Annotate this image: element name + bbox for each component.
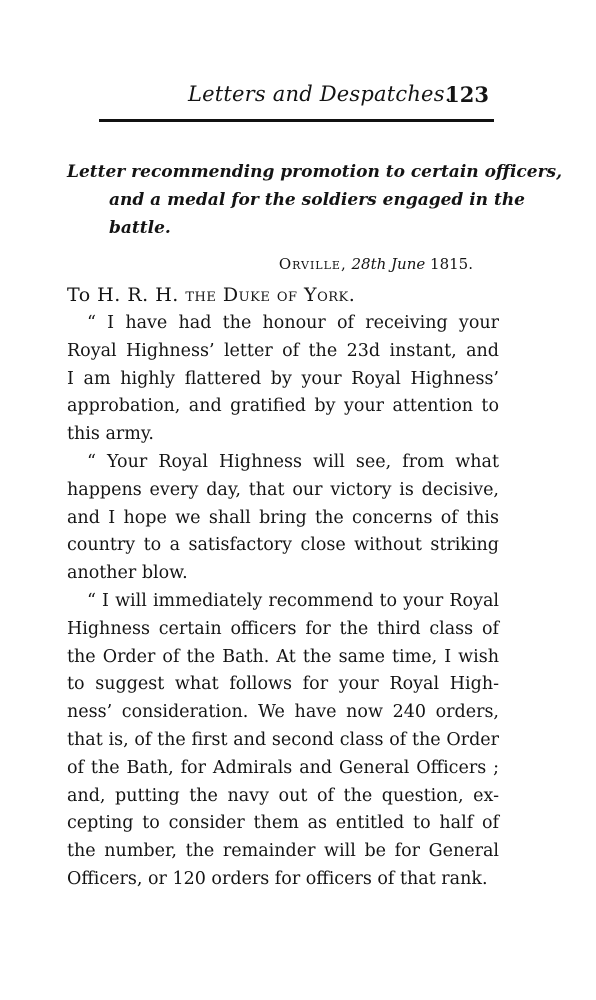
page-number: 123 bbox=[445, 82, 489, 107]
addressee-title: the Duke of York. bbox=[185, 284, 356, 306]
text-line: the Order of the Bath. At the same time, I wish bbox=[67, 646, 499, 667]
summary-line: battle. bbox=[109, 218, 171, 238]
running-title: Letters and Despatches. bbox=[188, 82, 452, 106]
text-line: I am highly flattered by your Royal Highness’ bbox=[67, 368, 499, 389]
text-line: happens every day, that our victory is decisive, bbox=[67, 479, 499, 500]
text-line: this army. bbox=[67, 424, 154, 445]
addressee-prefix: To H. R. H. bbox=[67, 284, 179, 306]
text-line: Officers, or 120 orders for officers of that rank. bbox=[67, 868, 488, 889]
header-rule bbox=[99, 119, 494, 122]
text-line: ness’ consideration. We have now 240 orders, bbox=[67, 702, 499, 723]
text-line: another blow. bbox=[67, 563, 188, 584]
text-line: cepting to consider them as entitled to half of bbox=[67, 813, 499, 834]
running-head bbox=[66, 82, 493, 118]
summary-line: Letter recommending promotion to certain officers, bbox=[67, 162, 563, 182]
letter-summary bbox=[67, 158, 563, 242]
text-line: and, putting the navy out of the question, ex- bbox=[67, 785, 499, 806]
dateline bbox=[279, 255, 473, 273]
text-line: to suggest what follows for your Royal High- bbox=[67, 674, 499, 695]
text-line: Royal Highness’ letter of the 23d instant, and bbox=[67, 340, 499, 361]
letter-body bbox=[67, 310, 499, 894]
text-line: the number, the remainder will be for General bbox=[67, 841, 499, 862]
text-line: country to a satisfactory close without striking bbox=[67, 535, 499, 556]
text-line: that is, of the first and second class of the Order bbox=[67, 729, 499, 750]
text-line: of the Bath, for Admirals and General Officers ; bbox=[67, 757, 499, 778]
text-line: Highness certain officers for the third class of bbox=[67, 618, 499, 639]
dateline-year: 1815. bbox=[430, 255, 473, 273]
text-line: “ I will immediately recommend to your Royal bbox=[87, 590, 499, 611]
addressee bbox=[67, 282, 355, 308]
text-line: “ I have had the honour of receiving your bbox=[87, 313, 499, 333]
paragraph bbox=[67, 310, 499, 449]
text-line: approbation, and gratified by your attention to bbox=[67, 396, 499, 417]
summary-line: and a medal for the soldiers engaged in the bbox=[109, 190, 525, 210]
text-line: and I hope we shall bring the concerns of this bbox=[67, 507, 499, 528]
dateline-date: 28th June bbox=[351, 255, 426, 273]
text-line: “ Your Royal Highness will see, from what bbox=[87, 451, 499, 472]
dateline-place: Orville, bbox=[278, 255, 347, 273]
paragraph bbox=[67, 588, 499, 894]
paragraph bbox=[67, 449, 499, 588]
